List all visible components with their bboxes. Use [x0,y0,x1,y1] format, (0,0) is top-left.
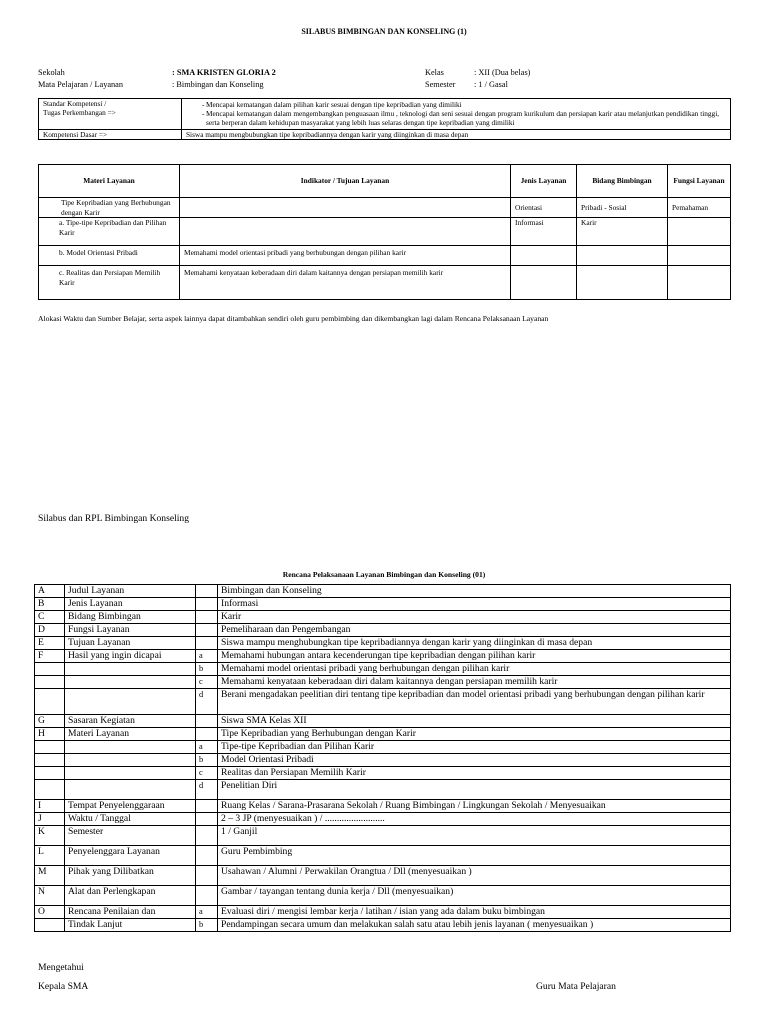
rpl-code-cell: G [35,715,65,728]
rpl-sub-cell [196,624,218,637]
rpl-row [35,624,731,637]
rpl-label-cell: Tujuan Layanan [65,637,196,650]
rpl-table [34,584,731,932]
subject-value: : Bimbingan dan Konseling [172,80,264,89]
rpl-sub-cell: b [196,663,218,676]
rpl-sub-cell [196,800,218,813]
rpl-row [35,780,731,800]
acknowledged-label: Mengetahui [38,962,84,973]
rpl-row [35,826,731,846]
subject-label: Mata Pelajaran / Layanan [38,80,124,89]
rpl-value-cell: Pendampingan secara umum dan melakukan salah satu atau lebih jenis layanan ( menyesuaikan ) [218,919,731,932]
rpl-value-cell: Siswa mampu menghubungkan tipe kepribadiannya dengan karir yang diinginkan di masa depan [218,637,731,650]
rpl-sub-cell: a [196,650,218,663]
rpl-code-cell [35,919,65,932]
rpl-value-cell: Realitas dan Persiapan Memilih Karir [218,767,731,780]
rpl-code-cell [35,741,65,754]
rpl-label-cell [65,754,196,767]
rpl-row [35,886,731,906]
table-row: a. Tipe-tipe Kepribadian dan Pilihan Karir Informasi Karir [39,218,731,246]
class-value: : XII (Dua belas) [474,68,531,77]
rpl-label-cell [65,676,196,689]
teacher-label: Guru Mata Pelajaran [536,981,616,992]
basic-competency-label: Kompetensi Dasar => [39,129,182,139]
rpl-label-cell: Tempat Penyelenggaraan [65,800,196,813]
competency-table [38,98,731,140]
rpl-label-cell [65,689,196,715]
rpl-code-cell: J [35,813,65,826]
principal-label: Kepala SMA [38,981,89,992]
col-indikator: Indikator / Tujuan Layanan [180,165,511,198]
competency-item: - Mencapai kematangan dalam mengembangkan penguasaan ilmu , teknologi dan seni sesuai dengan program kurikulum dan persiapan karir atau melanjutkan pendidikan tinggi, serta berperan dalam kehidupan masyarakat yang lebih luas selaras dengan tipe kepribadian yang dimiliki [186,109,726,127]
rpl-label-cell: Pihak yang Dilibatkan [65,866,196,886]
semester-label: Semester [425,80,456,89]
rpl-value-cell: Usahawan / Alumni / Perwakilan Orangtua / Dll (menyesuaikan ) [218,866,731,886]
rpl-value-cell: Berani mengadakan peelitian diri tentang tipe kepribadian dan model orientasi pribadi yang berhubungan dengan pilihan karir [218,689,731,715]
rpl-row [35,846,731,866]
table-row: Tipe Kepribadian yang Berhubungan dengan Karir Orientasi Pribadi - Sosial Pemahaman [39,198,731,218]
rpl-row [35,866,731,886]
rpl-sub-cell: d [196,780,218,800]
col-jenis: Jenis Layanan [511,165,577,198]
rpl-label-cell: Jenis Layanan [65,598,196,611]
rpl-row [35,585,731,598]
rpl-value-cell: Penelitian Diri [218,780,731,800]
competency-item: - Mencapai kematangan dalam pilihan karir sesuai dengan tipe kepribadian yang dimiliki [186,100,726,109]
rpl-code-cell: I [35,800,65,813]
rpl-sub-cell: a [196,906,218,919]
rpl-row [35,741,731,754]
rpl-label-cell: Fungsi Layanan [65,624,196,637]
rpl-code-cell: A [35,585,65,598]
rpl-row [35,906,731,919]
rpl-value-cell: Gambar / tayangan tentang dunia kerja / Dll (menyesuaikan) [218,886,731,906]
rpl-label-cell: Bidang Bimbingan [65,611,196,624]
rpl-label-cell: Penyelenggara Layanan [65,846,196,866]
col-bidang: Bidang Bimbingan [577,165,668,198]
rpl-sub-cell [196,598,218,611]
rpl-label-cell: Sasaran Kegiatan [65,715,196,728]
rpl-row [35,767,731,780]
rpl-sub-cell: b [196,754,218,767]
rpl-sub-cell [196,715,218,728]
school-value: : SMA KRISTEN GLORIA 2 [172,68,276,77]
col-materi: Materi Layanan [39,165,180,198]
rpl-value-cell: Karir [218,611,731,624]
rpl-label-cell: Rencana Penilaian dan [65,906,196,919]
rpl-label-cell [65,663,196,676]
rpl-row [35,663,731,676]
rpl-label-cell [65,741,196,754]
rpl-row [35,637,731,650]
rpl-code-cell [35,780,65,800]
rpl-sub-cell: a [196,741,218,754]
rpl-sub-cell: c [196,676,218,689]
rpl-row [35,754,731,767]
col-fungsi: Fungsi Layanan [668,165,731,198]
rpl-code-cell [35,663,65,676]
rpl-code-cell [35,767,65,780]
rpl-value-cell: Siswa SMA Kelas XII [218,715,731,728]
school-label: Sekolah [38,68,65,77]
rpl-code-cell [35,754,65,767]
syllabus-title: SILABUS BIMBINGAN DAN KONSELING (1) [301,27,467,36]
rpl-code-cell: B [35,598,65,611]
rpl-label-cell: Judul Layanan [65,585,196,598]
rpl-sub-cell: b [196,919,218,932]
rpl-code-cell: E [35,637,65,650]
rpl-label-cell: Alat dan Perlengkapan [65,886,196,906]
rpl-sub-cell [196,728,218,741]
rpl-value-cell: Tipe Kepribadian yang Berhubungan dengan Karir [218,728,731,741]
rpl-code-cell: L [35,846,65,866]
table-row: c. Realitas dan Persiapan Memilih Karir Memahami kenyataan keberadaan diri dalam kaitannya dengan persiapan memilih karir [39,266,731,300]
rpl-row [35,676,731,689]
rpl-title: Rencana Pelaksanaan Layanan Bimbingan dan Konseling (01) [282,570,486,579]
class-label: Kelas [425,68,444,77]
rpl-value-cell: 2 – 3 JP (menyesuaikan ) / ......................... [218,813,731,826]
rpl-sub-cell [196,813,218,826]
rpl-code-cell: D [35,624,65,637]
rpl-code-cell: C [35,611,65,624]
rpl-value-cell: Informasi [218,598,731,611]
rpl-code-cell: F [35,650,65,663]
rpl-value-cell: Memahami model orientasi pribadi yang berhubungan dengan pilihan karir [218,663,731,676]
rpl-value-cell: Guru Pembimbing [218,846,731,866]
basic-competency-value: Siswa mampu mengbubungkan tipe kepribadiannya dengan karir yang diinginkan di masa depan [182,129,731,139]
rpl-sub-cell [196,866,218,886]
standard-competency-items [182,99,731,130]
rpl-sub-cell: d [196,689,218,715]
rpl-row [35,800,731,813]
footer-label: Silabus dan RPL Bimbingan Konseling [38,513,190,524]
rpl-code-cell: O [35,906,65,919]
rpl-row [35,813,731,826]
rpl-label-cell: Semester [65,826,196,846]
rpl-row [35,598,731,611]
rpl-value-cell: Evaluasi diri / mengisi lembar kerja / latihan / isian yang ada dalam buku bimbingan [218,906,731,919]
rpl-value-cell: Memahami kenyataan keberadaan diri dalam kaitannya dengan persiapan memilih karir [218,676,731,689]
rpl-value-cell: Memahami hubungan antara kecenderungan tipe kepribadian dengan pilihan karir [218,650,731,663]
table-row: b. Model Orientasi Pribadi Memahami model orientasi pribadi yang berhubungan dengan pilihan karir [39,246,731,266]
rpl-row [35,919,731,932]
rpl-code-cell: H [35,728,65,741]
rpl-value-cell: 1 / Ganjil [218,826,731,846]
standard-competency-row [39,99,731,130]
rpl-code-cell: M [35,866,65,886]
materials-header-row [39,165,731,198]
rpl-sub-cell [196,585,218,598]
rpl-sub-cell: c [196,767,218,780]
rpl-row [35,715,731,728]
standard-competency-label: Standar Kompetensi / Tugas Perkembangan => [39,99,182,130]
rpl-label-cell: Waktu / Tanggal [65,813,196,826]
rpl-label-cell [65,767,196,780]
rpl-sub-cell [196,611,218,624]
materials-table [38,164,731,300]
rpl-value-cell: Bimbingan dan Konseling [218,585,731,598]
rpl-label-cell [65,780,196,800]
rpl-value-cell: Pemeliharaan dan Pengembangan [218,624,731,637]
rpl-sub-cell [196,637,218,650]
rpl-row [35,689,731,715]
rpl-label-cell: Hasil yang ingin dicapai [65,650,196,663]
rpl-label-cell: Materi Layanan [65,728,196,741]
rpl-code-cell: N [35,886,65,906]
rpl-row [35,728,731,741]
allocation-note: Alokasi Waktu dan Sumber Belajar, serta aspek lainnya dapat ditambahkan sendiri oleh guru pembimbing dan dikembangkan lagi dalam Rencana Pelaksanaan Layanan [38,314,549,323]
rpl-code-cell [35,676,65,689]
rpl-code-cell: K [35,826,65,846]
rpl-row [35,611,731,624]
rpl-sub-cell [196,826,218,846]
rpl-sub-cell [196,886,218,906]
basic-competency-row [39,129,731,139]
rpl-value-cell: Tipe-tipe Kepribadian dan Pilihan Karir [218,741,731,754]
rpl-value-cell: Model Orientasi Pribadi [218,754,731,767]
rpl-sub-cell [196,846,218,866]
rpl-label-cell: Tindak Lanjut [65,919,196,932]
rpl-value-cell: Ruang Kelas / Sarana-Prasarana Sekolah / Ruang Bimbingan / Lingkungan Sekolah / Menyesuaikan [218,800,731,813]
semester-value: : 1 / Gasal [474,80,508,89]
rpl-row [35,650,731,663]
rpl-code-cell [35,689,65,715]
